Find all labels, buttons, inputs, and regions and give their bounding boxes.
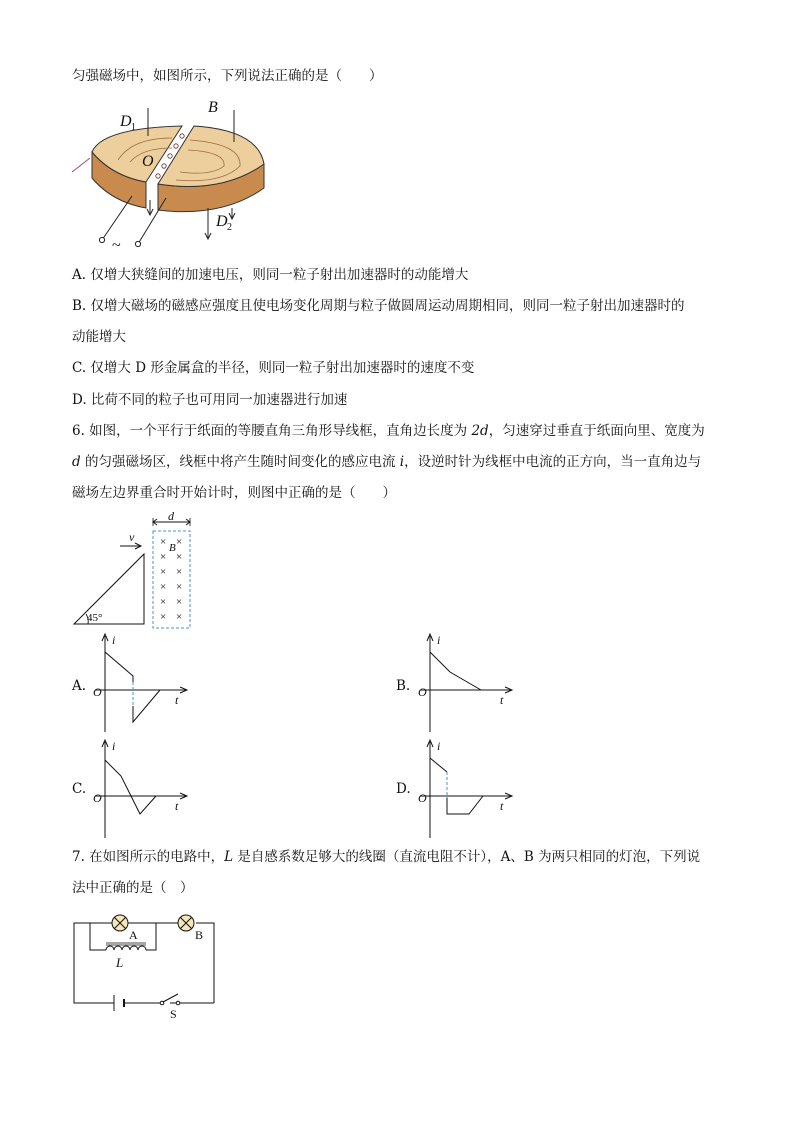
graph-a-O: O	[93, 685, 102, 699]
switch-S	[163, 994, 178, 1002]
svg-text:×: ×	[160, 611, 167, 623]
graph-d	[415, 738, 515, 838]
svg-text:×: ×	[176, 611, 183, 623]
label-d: d	[168, 509, 174, 523]
q7-stem-line1	[72, 847, 700, 867]
q7-text-1a: 7. 在如图所示的电路中，	[72, 849, 225, 865]
graph-a	[90, 632, 190, 732]
label-D2-sub: 2	[227, 222, 232, 233]
intro-line: 匀强磁场中，如图所示，下列说法正确的是（ ）	[72, 68, 383, 84]
label-v: v	[129, 530, 135, 544]
label-B-lamp: B	[195, 928, 204, 942]
graph-b-O: O	[418, 685, 427, 699]
q6-text-2b: ，设逆时针为线框中电流的正方向，当一直角边与	[404, 454, 702, 470]
label-O: O	[142, 153, 154, 170]
label-D1-sub: 1	[131, 122, 136, 133]
q5-option-d: D. 比荷不同的粒子也可用同一加速器进行加速	[72, 392, 348, 408]
q5-option-b-line2: 动能增大	[72, 329, 126, 345]
svg-text:×: ×	[160, 536, 167, 548]
q6-text-1a: 6. 如图，一个平行于纸面的等腰直角三角形导线框，直角边长度为	[72, 423, 472, 439]
label-angle: 45°	[87, 612, 103, 624]
label-L: L	[116, 955, 124, 970]
label-B: B	[208, 99, 218, 116]
q5-option-b-line1: B. 仅增大磁场的磁感应强度且使电场变化周期与粒子做圆周运动周期相同，则同一粒子射出加速器时的	[72, 298, 685, 314]
q6-text-1b: ，匀速穿过垂直于纸面向里、宽度为	[488, 423, 705, 439]
graph-a-option-label: A.	[72, 678, 87, 694]
svg-text:×: ×	[160, 566, 167, 578]
svg-text:×: ×	[160, 551, 167, 563]
graph-a-i: i	[112, 633, 116, 647]
q6-text-2a: 的匀强磁场区，线框中将产生随时间变化的感应电流	[80, 454, 400, 470]
q7-var-L: L	[224, 849, 234, 865]
label-D1: D	[120, 113, 132, 130]
triangle-frame	[74, 554, 144, 624]
svg-text:×: ×	[176, 536, 183, 548]
graph-b-option-label: B.	[396, 678, 411, 694]
graph-d-t: t	[500, 799, 504, 813]
label-S: S	[170, 1007, 177, 1021]
cyclotron-figure	[72, 99, 272, 254]
label-A: A	[129, 928, 138, 942]
q6-var-d: d	[72, 454, 81, 470]
q6-var-2d: 2d	[471, 423, 489, 439]
svg-text:×: ×	[176, 551, 183, 563]
q6-var-i: i	[399, 454, 405, 470]
q5-option-c: C. 仅增大 D 形金属盒的半径，则同一粒子射出加速器时的速度不变	[72, 360, 475, 376]
q6-triangle-field-figure	[72, 510, 202, 630]
svg-text:×: ×	[160, 596, 167, 608]
inductor-L	[106, 946, 146, 950]
q6-stem-line3: 磁场左边界重合时开始计时，则图中正确的是（ ）	[72, 485, 396, 501]
graph-c-option-label: C.	[72, 781, 87, 797]
graph-d-O: O	[418, 791, 427, 805]
q5-option-a: A. 仅增大狭缝间的加速电压，则同一粒子射出加速器时的动能增大	[72, 267, 469, 283]
label-ac: ~	[112, 237, 121, 254]
graph-b-t: t	[500, 693, 504, 707]
graph-c-t: t	[175, 799, 179, 813]
graph-a-t: t	[175, 693, 179, 707]
graph-c	[90, 738, 190, 838]
label-D2: D	[216, 213, 228, 230]
svg-text:×: ×	[176, 566, 183, 578]
graph-d-i: i	[437, 739, 441, 753]
svg-text:×: ×	[176, 581, 183, 593]
label-field-B: B	[169, 542, 176, 554]
graph-d-option-label: D.	[396, 781, 411, 797]
graph-b	[415, 632, 515, 732]
graph-b-i: i	[437, 633, 441, 647]
graph-c-i: i	[112, 739, 116, 753]
q7-stem-line2: 法中正确的是（ ）	[72, 880, 194, 896]
svg-text:×: ×	[160, 581, 167, 593]
q6-stem-line1	[72, 421, 705, 441]
svg-text:×: ×	[176, 596, 183, 608]
q7-circuit	[70, 910, 230, 1020]
q7-text-1b: 是自感系数足够大的线圈（直流电阻不计），A、B 为两只相同的灯泡，下列说	[233, 849, 701, 865]
q6-stem-line2	[72, 452, 701, 472]
graph-c-O: O	[93, 791, 102, 805]
